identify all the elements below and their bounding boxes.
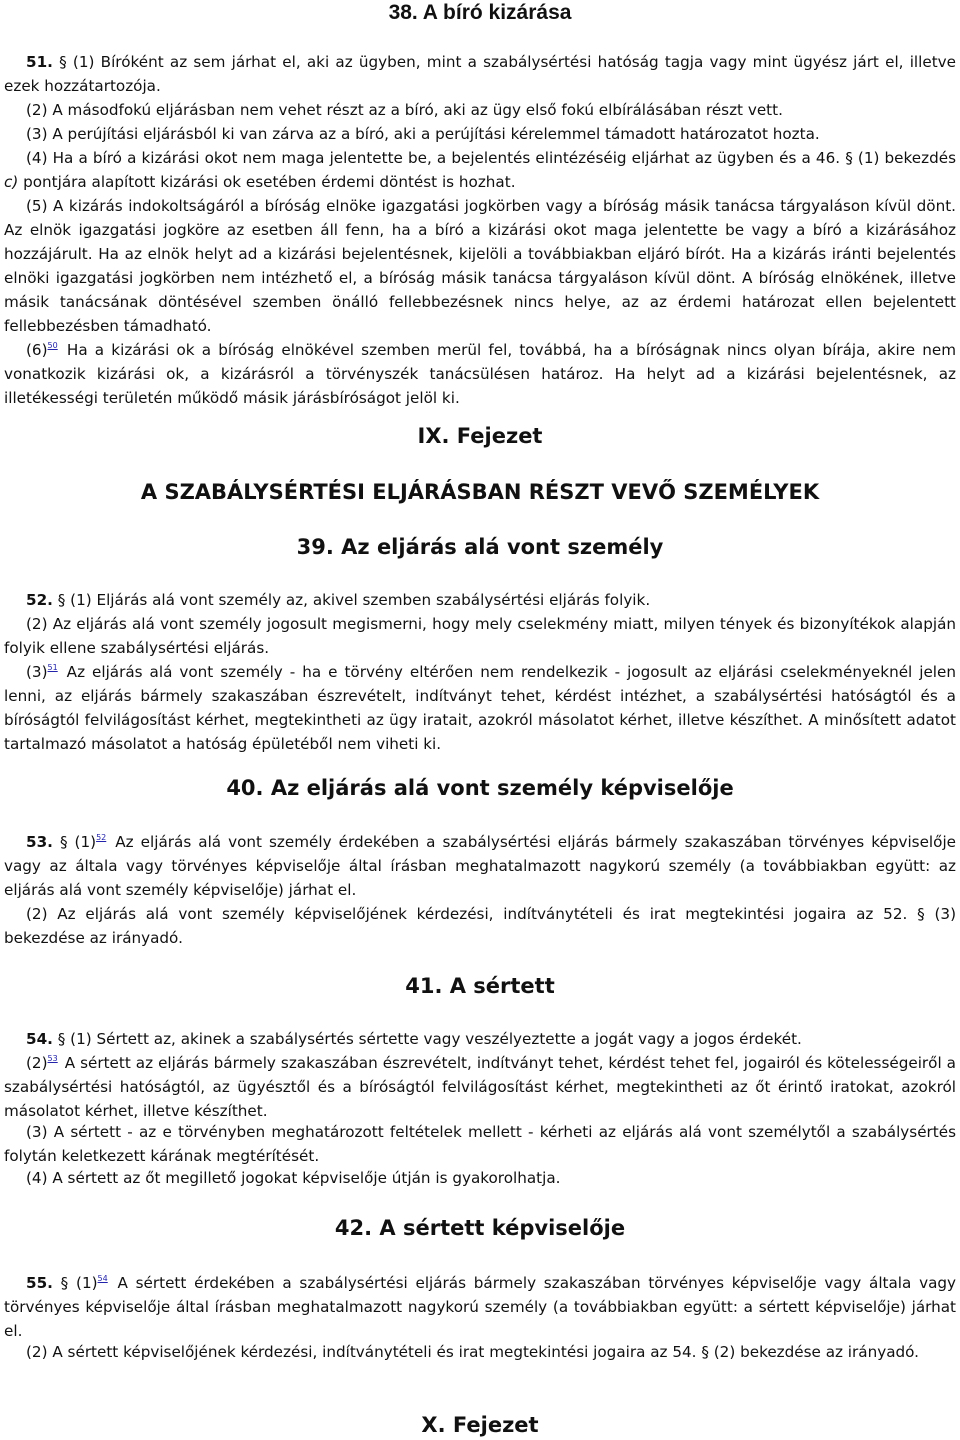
paragraph-52-3 [4,660,956,756]
paragraph-label: (3) [26,663,48,681]
paragraph-52-1 [4,588,956,612]
paragraph-label: § (1) [59,833,97,851]
paragraph-51-5: (5) A kizárás indokoltságáról a bíróság elnöke igazgatási jogkörben vagy a bíróság másik tanácsa tárgyaláson kívül dönt. Az elnök igazgatási jogköre az esetben áll fenn, ha a bíró a kizárási okot maga jelentette be vagy a bíró a kizárásához hozzájárult. Ha az elnök helyt ad a kizárási bejelentésnek, kijelöli a továbbiakban eljáró bírót. Ha a kizárás iránti bejelentés elnöki igazgatási jogkörben nem intézhető el, a bíróság másik tanácsa tárgyaláson kívül dönt. A bíróság elnökének, illetve másik tanácsának döntésével szemben önálló fellebbezésnek nincs helye, az az érdemi határozat ellen bejelentett fellebbezésben támadható. [4,197,956,335]
section-title-40: 40. Az eljárás alá vont személy képviselője [226,776,734,800]
paragraph-text: Az eljárás alá vont személy érdekében a szabálysértési eljárás bármely szakaszában törvényes képviselője vagy az általa vagy törvényes képviselője által írásban meghatalmazott nagykorú személy (a továbbiakban együtt: az eljárás alá vont személy képviselője) járhat el. [4,833,957,899]
paragraph-53-1 [4,830,956,902]
section-title-39: 39. Az eljárás alá vont személy [296,535,664,559]
paragraph-52-2: (2) Az eljárás alá vont személy jogosult megismerni, hogy mely cselekmény miatt, milyen tények és bizonyítékok alapján folyik ellene szabálysértési eljárás. [4,615,956,657]
section-number-55: 55. [26,1274,53,1292]
paragraph-text: A sértett érdekében a szabálysértési eljárás bármely szakaszában törvényes képviselője vagy általa vagy törvényes képviselője által írásban meghatalmazott nagykorú személy (a továbbiakban együtt: a sértett képviselője) járhat el. [4,1274,957,1340]
paragraph-51-6 [4,338,956,410]
footnote-link-54[interactable]: 54 [97,1274,108,1283]
paragraph-text: § (1) Eljárás alá vont személy az, akivel szemben szabálysértési eljárás folyik. [57,591,651,609]
paragraph-54-4: (4) A sértett az őt megillető jogokat képviselője útján is gyakorolhatja. [26,1169,561,1187]
chapter-title-ix: A SZABÁLYSÉRTÉSI ELJÁRÁSBAN RÉSZT VEVŐ SZEMÉLYEK [140,480,820,504]
footnote-link-53[interactable]: 53 [47,1054,58,1063]
footnote-link-52[interactable]: 52 [96,833,107,842]
section-number-52: 52. [26,591,53,609]
paragraph-54-3: (3) A sértett - az e törvényben meghatározott feltételek mellett - kérheti az eljárás alá vont személytől a szabálysértés folytán keletkezett kárának megtérítését. [4,1123,956,1165]
footnote-link-51[interactable]: 51 [47,663,58,672]
paragraph-54-2 [4,1051,956,1123]
paragraph-51-4 [4,146,956,194]
paragraph-51-3: (3) A perújítási eljárásból ki van zárva az a bíró, aki a perújítási kérelemmel támadott határozatot hozta. [26,125,820,143]
section-title-42: 42. A sértett képviselője [334,1216,626,1240]
paragraph-54-1 [4,1027,956,1051]
chapter-heading-x: X. Fejezet [421,1413,539,1437]
section-number-51: 51. [26,53,53,71]
section-number-53: 53. [26,833,53,851]
paragraph-text: § (1) Bíróként az sem járhat el, aki az ügyben, mint a szabálysértési hatóság tagja vagy mint ügyész járt el, illetve ezek hozzátartozója. [4,53,956,95]
paragraph-53-2: (2) Az eljárás alá vont személy képviselőjének kérdezési, indítványtételi és irat megtekintési jogaira az 52. § (3) bekezdése az irányadó. [4,905,956,947]
paragraph-label: § (1) [60,1274,98,1292]
chapter-heading-ix: IX. Fejezet [417,424,543,448]
section-number-54: 54. [26,1030,53,1048]
paragraph-text: Az eljárás alá vont személy - ha e törvény eltérően nem rendelkezik - jogosult az eljárási cselekményeknél jelen lenni, az eljárás bármely szakaszában észrevételt, indítványt tehet, kérdést intézhet, a szabálysértési hatóságtól és a bíróságtól felvilágosítást kérhet, megtekintheti az ügy iratait, azokról másolatot kérhet, illetve készíthet. A minősített adatot tartalmazó másolatot a hatóság épületéből nem viheti ki. [4,663,956,753]
paragraph-text: (4) Ha a bíró a kizárási okot nem maga jelentette be, a bejelentés elintézéséig eljárhat az ügyben és a 46. § (1) bekezdés [26,149,956,167]
paragraph-label: (6) [26,341,48,359]
paragraph-text: § (1) Sértett az, akinek a szabálysértés sértette vagy veszélyeztette a jogát vagy a jogos érdekét. [57,1030,802,1048]
paragraph-51-1 [4,50,956,98]
paragraph-label: (2) [26,1054,48,1072]
section-title-38: 38. A bíró kizárása [388,1,572,24]
paragraph-55-2: (2) A sértett képviselőjének kérdezési, indítványtételi és irat megtekintési jogaira az 54. § (2) bekezdése az irányadó. [26,1343,919,1361]
paragraph-51-2: (2) A másodfokú eljárásban nem vehet részt az a bíró, aki az ügy első fokú elbírálásában részt vett. [26,101,783,119]
footnote-link-50[interactable]: 50 [47,341,58,350]
section-title-41: 41. A sértett [405,974,555,998]
paragraph-text: A sértett az eljárás bármely szakaszában észrevételt, indítványt tehet, kérdést tehet fel, jogairól és kötelességeiről a szabálysértési hatóságtól, az ügyésztől és a bíróságtól felvilágosítást kérhet, megtekintheti az őt érintő iratokat, azokról másolatot kérhet, illetve készíthet. [4,1054,956,1120]
paragraph-text: pontjára alapított kizárási ok esetében érdemi döntést is hozhat. [18,173,516,191]
italic-point: c) [4,173,19,191]
paragraph-text: Ha a kizárási ok a bíróság elnökével szemben merül fel, továbbá, ha a bíróságnak nincs olyan bírája, akire nem vonatkozik kizárási ok, a kizárásról a törvényszék tanácsülésen határoz. Ha helyt ad a kizárási bejelentésnek, az illetékességi területén működő másik járásbíróságot jelöl ki. [4,341,956,407]
paragraph-55-1 [4,1271,956,1343]
